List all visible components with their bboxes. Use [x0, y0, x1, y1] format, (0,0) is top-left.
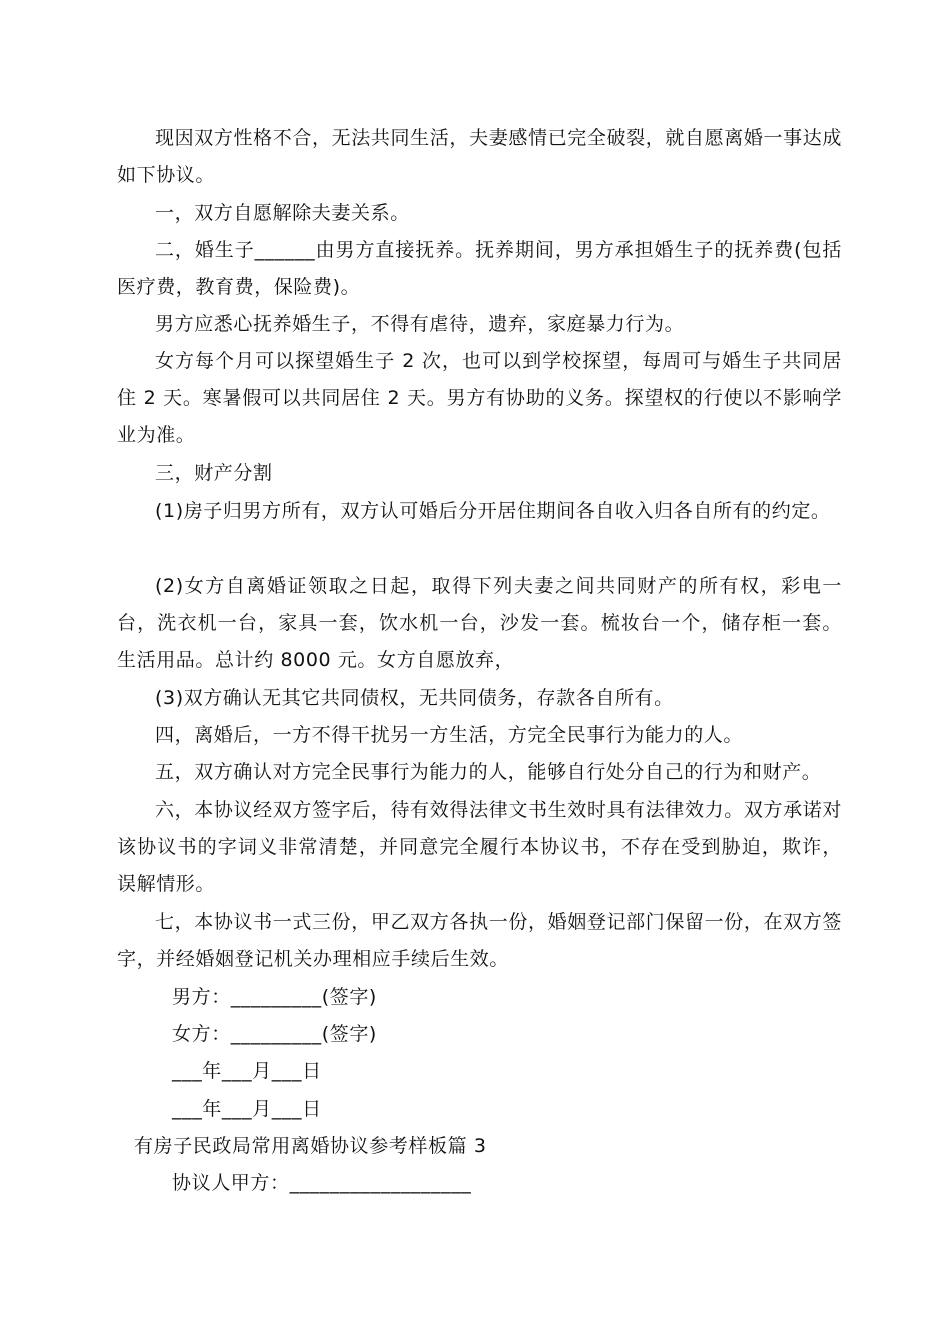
date-line-1: ___年___月___日: [172, 1060, 322, 1082]
paragraph-intro: 现因双方性格不合，无法共同生活，夫妻感情已完全破裂，就自愿离婚一事达成如下协议。: [117, 127, 842, 186]
signature-female: 女方：_________(签字): [172, 1023, 377, 1045]
paragraph-custody-duty: 男方应悉心抚养婚生子，不得有虐待，遗弃，家庭暴力行为。: [155, 313, 685, 335]
paragraph-clause-3-title: 三，财产分割: [155, 462, 273, 484]
paragraph-clause-5: 五，双方确认对方完全民事行为能力的人，能够自行处分自己的行为和财产。: [155, 761, 822, 783]
paragraph-property-3: (3)双方确认无其它共同债权，无共同债务，存款各自所有。: [155, 687, 674, 709]
paragraph-clause-6: 六，本协议经双方签字后，待有效得法律文书生效时具有法律效力。双方承诺对该协议书的字词义非常清楚，并同意完全履行本协议书，不存在受到胁迫，欺诈，误解情形。: [117, 799, 842, 895]
party-a-line: 协议人甲方：__________________: [172, 1172, 472, 1194]
paragraph-clause-1: 一，双方自愿解除夫妻关系。: [155, 202, 410, 224]
paragraph-property-1: (1)房子归男方所有，双方认可婚后分开居住期间各自收入归各自所有的约定。: [155, 500, 831, 522]
paragraph-clause-7: 七，本协议书一式三份，甲乙双方各执一份，婚姻登记部门保留一份，在双方签字，并经婚姻登记机关办理相应手续后生效。: [117, 911, 842, 970]
section-heading: 有房子民政局常用离婚协议参考样板篇 3: [134, 1135, 487, 1157]
signature-male: 男方：_________(签字): [172, 986, 377, 1008]
date-line-2: ___年___月___日: [172, 1098, 322, 1120]
paragraph-clause-2: 二，婚生子______由男方直接抚养。抚养期间，男方承担婚生子的抚养费(包括医疗费，教育费，保险费)。: [117, 239, 842, 298]
paragraph-clause-4: 四，离婚后，一方不得干扰另一方生活，方完全民事行为能力的人。: [155, 724, 744, 746]
paragraph-property-2: (2)女方自离婚证领取之日起，取得下列夫妻之间共同财产的所有权，彩电一台，洗衣机一台，家具一套，饮水机一台，沙发一套。梳妆台一个，储存柜一套。生活用品。总计约 8000 元。女方自愿放弃，: [117, 575, 842, 671]
paragraph-visitation: 女方每个月可以探望婚生子 2 次，也可以到学校探望，每周可与婚生子共同居住 2 天。寒暑假可以共同居住 2 天。男方有协助的义务。探望权的行使以不影响学业为准。: [117, 350, 842, 446]
